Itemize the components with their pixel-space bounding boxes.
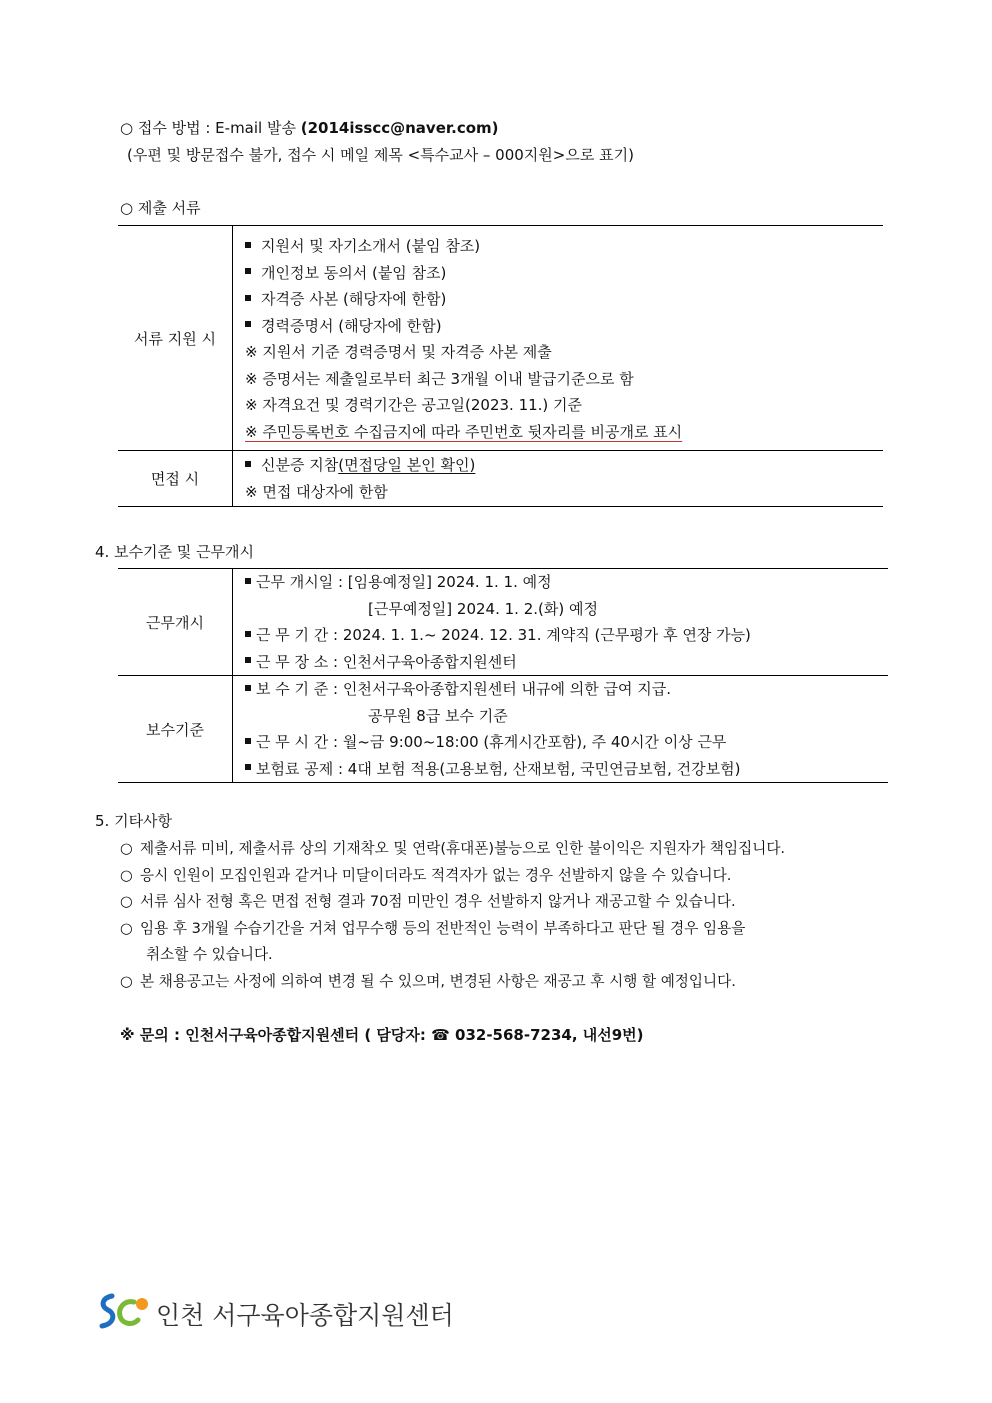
other-item-4-cont: 취소할 수 있습니다.: [146, 946, 273, 963]
doc-note-1: ※ 지원서 기준 경력증명서 및 자격증 사본 제출: [245, 343, 552, 361]
doc-review-label: 서류 지원 시: [118, 226, 233, 451]
documents-title: ○ 제출 서류: [120, 199, 201, 217]
doc-item-1: 지원서 및 자기소개서 (붙임 참조): [245, 233, 883, 260]
other-item-2: ○ 응시 인원이 모집인원과 같거나 미달이더라도 적격자가 없는 경우 선발하지 않을 수 있습니다.: [120, 867, 732, 884]
work-start-line1: 근무 개시일 : [임용예정일] 2024. 1. 1. 예정: [245, 569, 888, 596]
interview-label: 면접 시: [118, 451, 233, 507]
pay-heading: 4. 보수기준 및 근무개시: [95, 543, 255, 561]
pay-standard-line4: 보험료 공제 : 4대 보험 적용(고용보험, 산재보험, 국민연금보험, 건강보험): [245, 756, 888, 783]
pay-table: [118, 568, 888, 783]
doc-note-3: ※ 자격요건 및 경력기간은 공고일(2023. 11.) 기준: [245, 396, 583, 414]
contact-info: ※ 문의 : 인천서구육아종합지원센터 ( 담당자: ☎ 032-568-7234, 내선9번): [120, 1026, 644, 1044]
doc-item-3: 자격증 사본 (해당자에 한함): [245, 286, 883, 313]
work-start-line3: 근 무 기 간 : 2024. 1. 1.~ 2024. 12. 31. 계약직 (근무평가 후 연장 가능): [245, 622, 888, 649]
pay-standard-line2: 공무원 8급 보수 기준: [368, 706, 508, 725]
footer-org-name: 인천 서구육아종합지원센터: [156, 1301, 454, 1330]
pay-standard-line3: 근 무 시 간 : 월~금 9:00~18:00 (휴게시간포함), 주 40시간 이상 근무: [245, 729, 888, 756]
work-start-line4: 근 무 장 소 : 인천서구육아종합지원센터: [245, 649, 888, 676]
other-item-1: ○ 제출서류 미비, 제출서류 상의 기재착오 및 연락(휴대폰)불능으로 인한 불이익은 지원자가 책임집니다.: [120, 840, 786, 857]
interview-item: 신분증 지참(면접당일 본인 확인): [245, 452, 883, 479]
other-item-5: ○ 본 채용공고는 사정에 의하여 변경 될 수 있으며, 변경된 사항은 재공고 후 시행 할 예정입니다.: [120, 973, 736, 990]
doc-item-2: 개인정보 동의서 (붙임 참조): [245, 260, 883, 287]
receipt-email: (2014isscc@naver.com): [300, 119, 499, 137]
interview-note: ※ 면접 대상자에 한함: [245, 482, 388, 501]
center-logo-icon: [98, 1292, 150, 1332]
work-start-line2: [근무예정일] 2024. 1. 2.(화) 예정: [368, 599, 598, 618]
doc-highlight-note: ※ 주민등록번호 수집금지에 따라 주민번호 뒷자리를 비공개로 표시: [245, 422, 683, 441]
receipt-note: (우편 및 방문접수 불가, 접수 시 메일 제목 <특수교사 – 000지원>으로 표기): [127, 146, 634, 164]
doc-item-4: 경력증명서 (해당자에 한함): [245, 313, 883, 340]
pay-standard-label: 보수기준: [118, 676, 233, 783]
other-item-3: ○ 서류 심사 전형 혹은 면접 전형 결과 70점 미만인 경우 선발하지 않거나 재공고할 수 있습니다.: [120, 893, 736, 910]
other-heading: 5. 기타사항: [95, 812, 173, 830]
other-item-4: ○ 임용 후 3개월 수습기간을 거쳐 업무수행 등의 전반적인 능력이 부족하다고 판단 될 경우 임용을: [120, 920, 746, 937]
work-start-label: 근무개시: [118, 569, 233, 676]
pay-standard-line1: 보 수 기 준 : 인천서구육아종합지원센터 내규에 의한 급여 지급.: [245, 676, 888, 703]
receipt-method: ○ 접수 방법 : E-mail 발송 (2014isscc@naver.com): [120, 119, 499, 137]
doc-note-2: ※ 증명서는 제출일로부터 최근 3개월 이내 발급기준으로 함: [245, 369, 634, 388]
documents-table: [118, 225, 883, 507]
